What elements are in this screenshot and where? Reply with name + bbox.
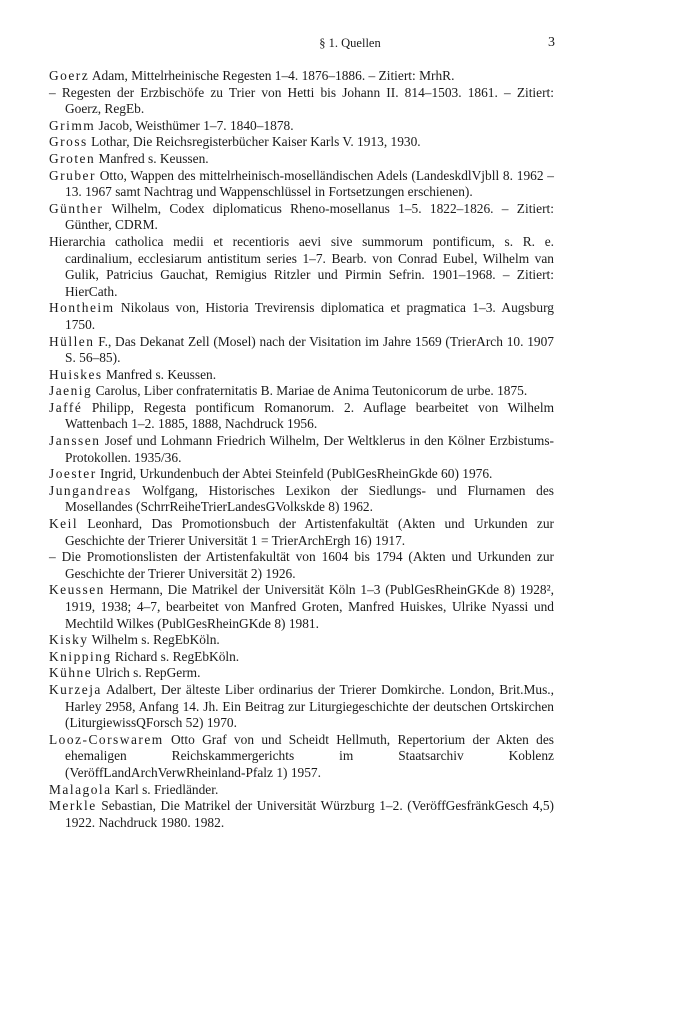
author-surname: Grimm bbox=[49, 117, 96, 133]
entry-text: Carolus, Liber confraternitatis B. Mariae de Anima Teutonicorum de urbe. 1875. bbox=[92, 383, 528, 399]
entry-text: Richard s. RegEbKöln. bbox=[111, 648, 240, 664]
bibliography-entry bbox=[49, 134, 554, 151]
author-surname: Merkle bbox=[49, 798, 97, 814]
entry-text: Josef und Lohmann Friedrich Wilhelm, Der Weltklerus in den Kölner Erzbistums-Protokollen. 1935/36. bbox=[65, 433, 554, 465]
bibliography-entry bbox=[49, 582, 554, 632]
running-head-title: § 1. Quellen bbox=[319, 36, 381, 50]
author-surname: Looz-Corswarem bbox=[49, 731, 164, 747]
bibliography-entry bbox=[49, 334, 554, 367]
bibliography-entry bbox=[49, 682, 554, 732]
bibliography-entry bbox=[49, 483, 554, 516]
author-surname: Malagola bbox=[49, 781, 112, 797]
entry-text: Sebastian, Die Matrikel der Universität Würzburg 1–2. (VeröffGesfränkGesch 4,5) 1922. Nachdruck 1980. 1982. bbox=[65, 798, 554, 830]
entry-text: Lothar, Die Reichsregisterbücher Kaiser Karls V. 1913, 1930. bbox=[87, 134, 421, 150]
entry-text: Ingrid, Urkundenbuch der Abtei Steinfeld (PublGesRheinGkde 60) 1976. bbox=[96, 466, 493, 482]
bibliography-entry bbox=[49, 118, 554, 135]
entry-text: Wolfgang, Historisches Lexikon der Siedlungs- und Flurnamen des Mosellandes (SchrrReiheTrierLandesGVolkskde 8) 1962. bbox=[65, 482, 554, 515]
author-surname: Jaenig bbox=[49, 383, 93, 399]
author-surname: Keil bbox=[49, 516, 79, 532]
author-surname: Huiskes bbox=[49, 366, 103, 382]
bibliography-entry bbox=[49, 732, 554, 782]
bibliography-entry bbox=[49, 665, 554, 682]
bibliography-entry bbox=[49, 549, 554, 582]
author-surname: Gruber bbox=[49, 167, 96, 183]
author-surname: Hüllen bbox=[49, 333, 95, 349]
author-surname: Jaffé bbox=[49, 399, 83, 415]
entry-text: Jacob, Weisthümer 1–7. 1840–1878. bbox=[95, 117, 294, 133]
bibliography-entry bbox=[49, 85, 554, 118]
entry-text: Manfred s. Keussen. bbox=[102, 366, 217, 382]
author-surname: Günther bbox=[49, 200, 104, 216]
author-surname: Kurzeja bbox=[49, 681, 102, 697]
author-surname: Keussen bbox=[49, 582, 105, 598]
entry-text: – Die Promotionslisten der Artistenfakultät von 1604 bis 1794 (Akten und Urkunden zur Geschichte der Trierer Universität 2) 1926. bbox=[49, 549, 554, 581]
author-surname: Knipping bbox=[49, 648, 112, 664]
bibliography-entry bbox=[49, 516, 554, 549]
bibliography-entry bbox=[49, 234, 554, 300]
entry-text: Otto Graf von und Scheidt Hellmuth, Repertorium der Akten des ehemaligen Reichskammergerichts im Staatsarchiv Koblenz (VeröffLandArchVerwRheinland-Pfalz 1) 1957. bbox=[65, 731, 554, 780]
entry-text: Ulrich s. RepGerm. bbox=[92, 665, 201, 681]
author-surname: Kisky bbox=[49, 632, 89, 648]
entry-text: Hermann, Die Matrikel der Universität Köln 1–3 (PublGesRheinGKde 8) 1928², 1919, 1938; 4–7, bearbeitet von Manfred Groten, Manfred Huiskes, Ulrike Nyassi und Mechtild Wilkes (PublGesRheinGKde 8) 1981. bbox=[65, 582, 554, 631]
bibliography-entry bbox=[49, 300, 554, 333]
author-surname: Jungandreas bbox=[49, 482, 132, 498]
running-head bbox=[0, 36, 700, 56]
entry-text: – Regesten der Erzbischöfe zu Trier von Hetti bis Johann II. 814–1503. 1861. – Zitiert: Goerz, RegEb. bbox=[49, 84, 554, 117]
author-surname: Gross bbox=[49, 134, 88, 150]
bibliography-entry bbox=[49, 466, 554, 483]
entry-text: Hierarchia catholica medii et recentioris aevi sive summorum pontificum, s. R. e. cardinalium, ecclesiarum antistitum series 1–7. Bearb. von Conrad Eubel, Wilhelm van Gulik, Patricius Gauchat, Remigius Ritzler und Pirmin Sefrin. 1901–1968. – Zitiert: HierCath. bbox=[49, 233, 554, 299]
entry-text: Wilhelm s. RegEbKöln. bbox=[88, 632, 220, 648]
entry-text: Otto, Wappen des mittelrheinisch-moselländischen Adels (LandeskdlVjbll 8. 1962 – 13. 1967 samt Nachtrag und Wappenschlüssel in Fortsetzungen erschienen). bbox=[65, 167, 554, 200]
bibliography-entry bbox=[49, 68, 554, 85]
entry-text: Nikolaus von, Historia Trevirensis diplomatica et pragmatica 1–3. Augsburg 1750. bbox=[65, 300, 554, 332]
bibliography-entry bbox=[49, 782, 554, 799]
entry-text: Karl s. Friedländer. bbox=[111, 781, 219, 797]
author-surname: Groten bbox=[49, 150, 96, 166]
bibliography-entry bbox=[49, 168, 554, 201]
author-surname: Joester bbox=[49, 466, 97, 482]
entry-text: Adalbert, Der älteste Liber ordinarius der Trierer Domkirche. London, Brit.Mus., Harley 2958, Anfang 14. Jh. Ein Beitrag zur Liturgiegeschichte der deutschen Ortskirchen (LiturgiewissQForsch 52) 1970. bbox=[65, 681, 554, 731]
bibliography-entry bbox=[49, 367, 554, 384]
entry-text: F., Das Dekanat Zell (Mosel) nach der Visitation im Jahre 1569 (TrierArch 10. 1907 S. 56–85). bbox=[65, 333, 554, 366]
author-surname: Kühne bbox=[49, 665, 93, 681]
entry-text: Philipp, Regesta pontificum Romanorum. 2. Auflage bearbeitet von Wilhelm Wattenbach 1–2. 1885, 1888, Nachdruck 1956. bbox=[65, 399, 554, 432]
author-surname: Goerz bbox=[49, 68, 90, 83]
bibliography-entry bbox=[49, 632, 554, 649]
bibliography-entry bbox=[49, 433, 554, 466]
bibliography-list bbox=[49, 68, 554, 831]
entry-text: Manfred s. Keussen. bbox=[95, 150, 209, 166]
entry-text: Wilhelm, Codex diplomaticus Rheno-mosellanus 1–5. 1822–1826. – Zitiert: Günther, CDRM. bbox=[65, 200, 554, 233]
bibliography-entry bbox=[49, 383, 554, 400]
bibliography-entry bbox=[49, 151, 554, 168]
author-surname: Hontheim bbox=[49, 300, 115, 316]
bibliography-entry bbox=[49, 798, 554, 831]
bibliography-entry bbox=[49, 201, 554, 234]
entry-text: Leonhard, Das Promotionsbuch der Artistenfakultät (Akten und Urkunden zur Geschichte der Trierer Universität 1 = TrierArchErgh 16) 1917. bbox=[65, 516, 554, 548]
page-number: 3 bbox=[548, 35, 555, 50]
author-surname: Janssen bbox=[49, 433, 101, 449]
bibliography-entry bbox=[49, 649, 554, 666]
bibliography-entry bbox=[49, 400, 554, 433]
entry-text: Adam, Mittelrheinische Regesten 1–4. 1876–1886. – Zitiert: MrhR. bbox=[89, 68, 455, 83]
